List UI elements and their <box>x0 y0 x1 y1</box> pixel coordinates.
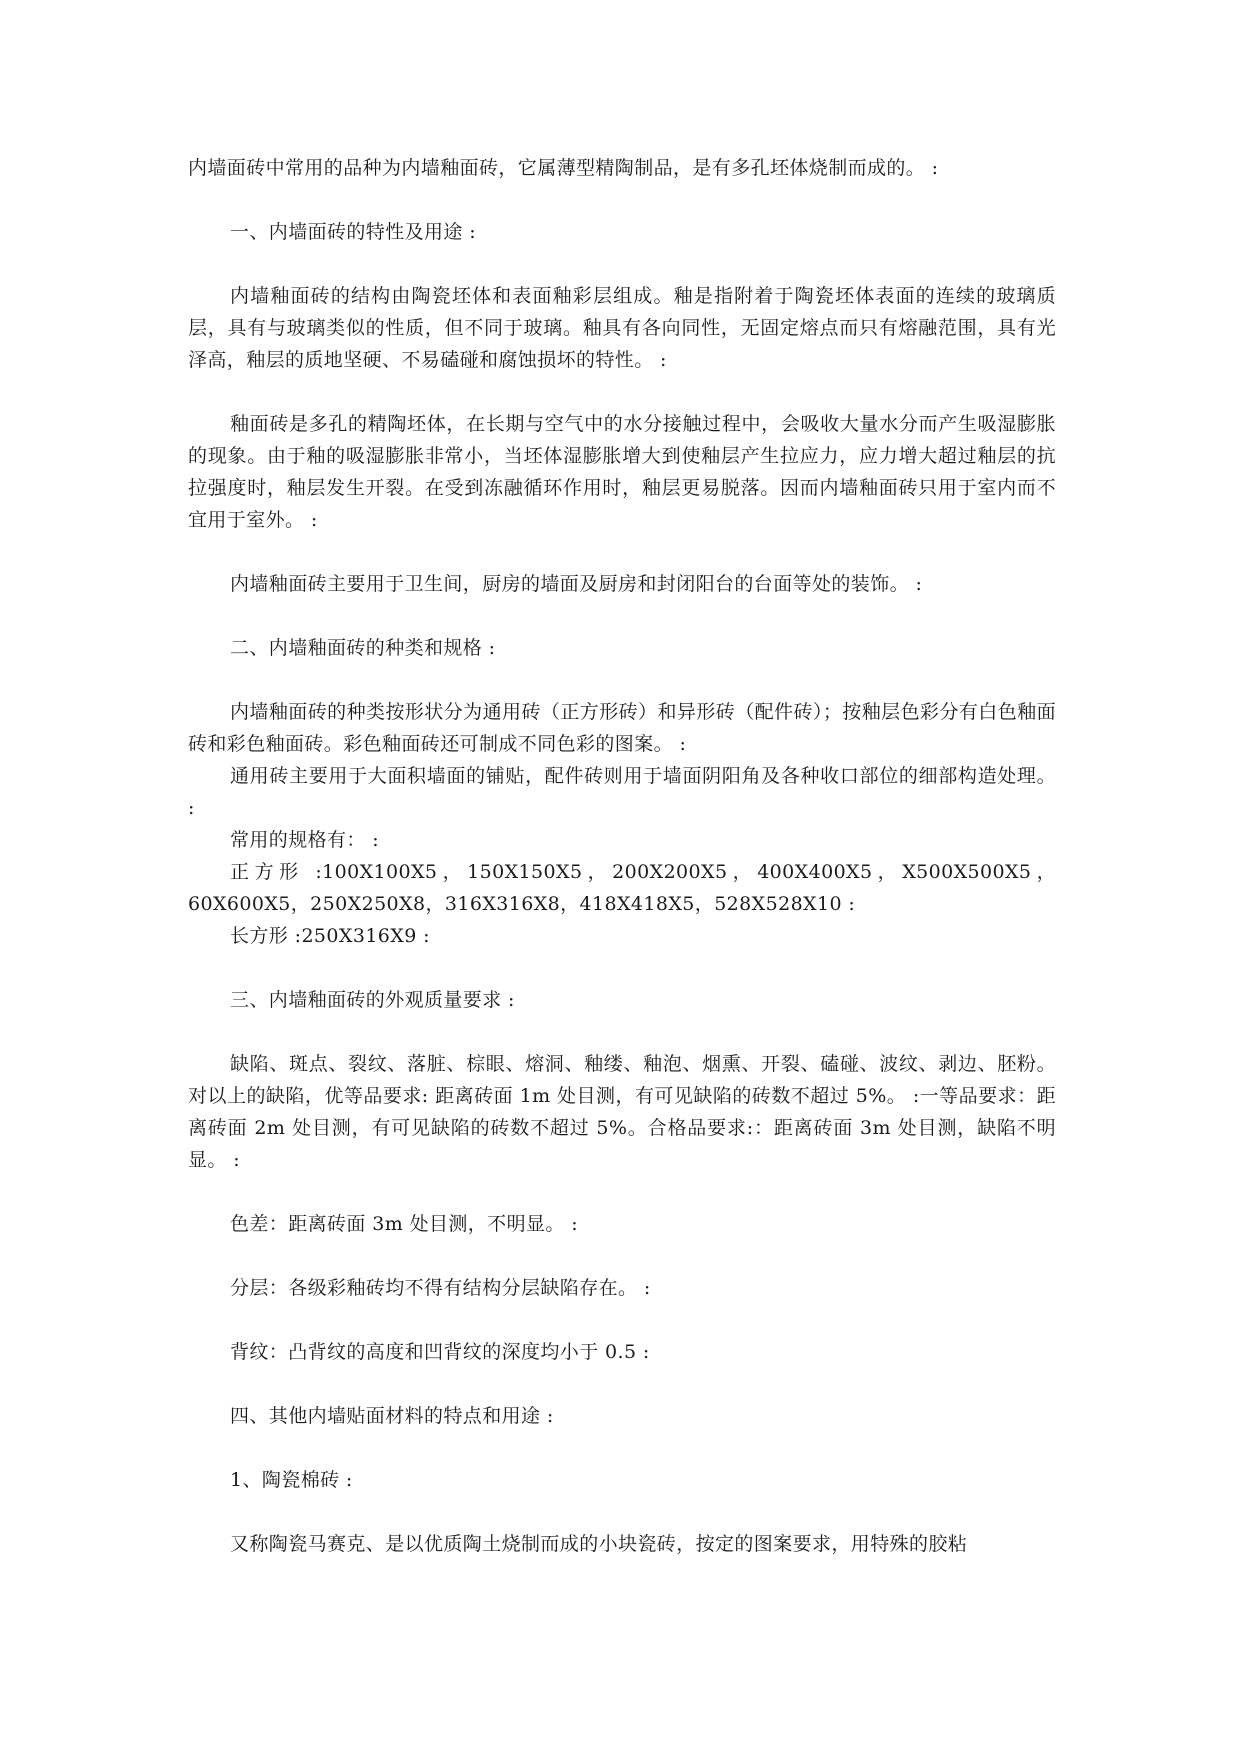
paragraph-square-specs: 正方形 :100X100X5，150X150X5，200X200X5，400X400X5，X500X500X5，60X600X5，250X250X8，316X316X8，418X418X5，528X528X10 : <box>188 861 1056 915</box>
subsection-heading-1: 1、陶瓷棉砖 : <box>230 1469 353 1491</box>
paragraph-gap <box>188 248 1056 280</box>
paragraph-mosaic: 又称陶瓷马赛克、是以优质陶土烧制而成的小块瓷砖，按定的图案要求，用特殊的胶粘 <box>230 1533 968 1555</box>
paragraph-gap <box>188 1432 1056 1464</box>
section-heading-4: 四、其他内墙贴面材料的特点和用途 : <box>230 1405 554 1427</box>
paragraph-gap <box>188 1304 1056 1336</box>
paragraph-types: 内墙釉面砖的种类按形状分为通用砖（正方形砖）和异形砖（配件砖）；按釉层色彩分有白色釉面砖和彩色釉面砖。彩色釉面砖还可制成不同色彩的图案。 : <box>188 701 1056 755</box>
paragraph-layering: 分层：各级彩釉砖均不得有结构分层缺陷存在。 : <box>230 1277 651 1299</box>
paragraph-gap <box>188 664 1056 696</box>
paragraph-gap <box>188 1176 1056 1208</box>
intro-paragraph: 内墙面砖中常用的品种为内墙釉面砖，它属薄型精陶制品，是有多孔坯体烧制而成的。 : <box>188 157 939 179</box>
paragraph-gap <box>188 184 1056 216</box>
paragraph-rect-specs: 长方形 :250X316X9 : <box>230 925 430 947</box>
paragraph-moisture-expansion: 釉面砖是多孔的精陶坯体，在长期与空气中的水分接触过程中，会吸收大量水分而产生吸湿膨胀的现象。由于釉的吸湿膨胀非常小，当坯体湿膨胀增大到使釉层产生拉应力，应力增大超过釉层的抗拉强度时，釉层发生开裂。在受到冻融循环作用时，釉层更易脱落。因而内墙釉面砖只用于室内而不宜用于室外。 : <box>188 413 1056 531</box>
paragraph-usage: 内墙釉面砖主要用于卫生间，厨房的墙面及厨房和封闭阳台的台面等处的装饰。 : <box>230 573 923 595</box>
paragraph-gap <box>188 1368 1056 1400</box>
paragraph-back-pattern: 背纹：凸背纹的高度和凹背纹的深度均小于 0.5 : <box>230 1341 650 1363</box>
section-heading-2: 二、内墙釉面砖的种类和规格 : <box>230 637 496 659</box>
paragraph-gap <box>188 600 1056 632</box>
paragraph-glaze-structure: 内墙釉面砖的结构由陶瓷坯体和表面釉彩层组成。釉是指附着于陶瓷坯体表面的连续的玻璃质层，具有与玻璃类似的性质，但不同于玻璃。釉具有各向同性，无固定熔点而只有熔融范围，具有光泽高，釉层的质地坚硬、不易磕碰和腐蚀损坏的特性。 : <box>188 285 1056 371</box>
section-heading-1: 一、内墙面砖的特性及用途 : <box>230 221 477 243</box>
section-heading-3: 三、内墙釉面砖的外观质量要求 : <box>230 989 515 1011</box>
paragraph-gap <box>188 1016 1056 1048</box>
document-body <box>188 152 1056 1560</box>
paragraph-gap <box>188 376 1056 408</box>
paragraph-specs-label: 常用的规格有： : <box>230 829 380 851</box>
paragraph-gap <box>188 1240 1056 1272</box>
paragraph-gap <box>188 1496 1056 1528</box>
paragraph-defects: 缺陷、斑点、裂纹、落脏、棕眼、熔洞、釉缕、釉泡、烟熏、开裂、磕碰、波纹、剥边、胚粉。对以上的缺陷，优等品要求: 距离砖面 1m 处目测，有可见缺陷的砖数不超过 5%。 :一等品要求：距离砖面 2m 处目测，有可见缺陷的砖数不超过 5%。合格品要求:：距离砖面 3m 处目测，缺陷不明显。 : <box>188 1053 1056 1171</box>
paragraph-general-tiles: 通用砖主要用于大面积墙面的铺贴，配件砖则用于墙面阴阳角及各种收口部位的细部构造处理。 : <box>188 765 1056 819</box>
paragraph-color-difference: 色差：距离砖面 3m 处目测，不明显。 : <box>230 1213 579 1235</box>
paragraph-gap <box>188 536 1056 568</box>
paragraph-gap <box>188 952 1056 984</box>
